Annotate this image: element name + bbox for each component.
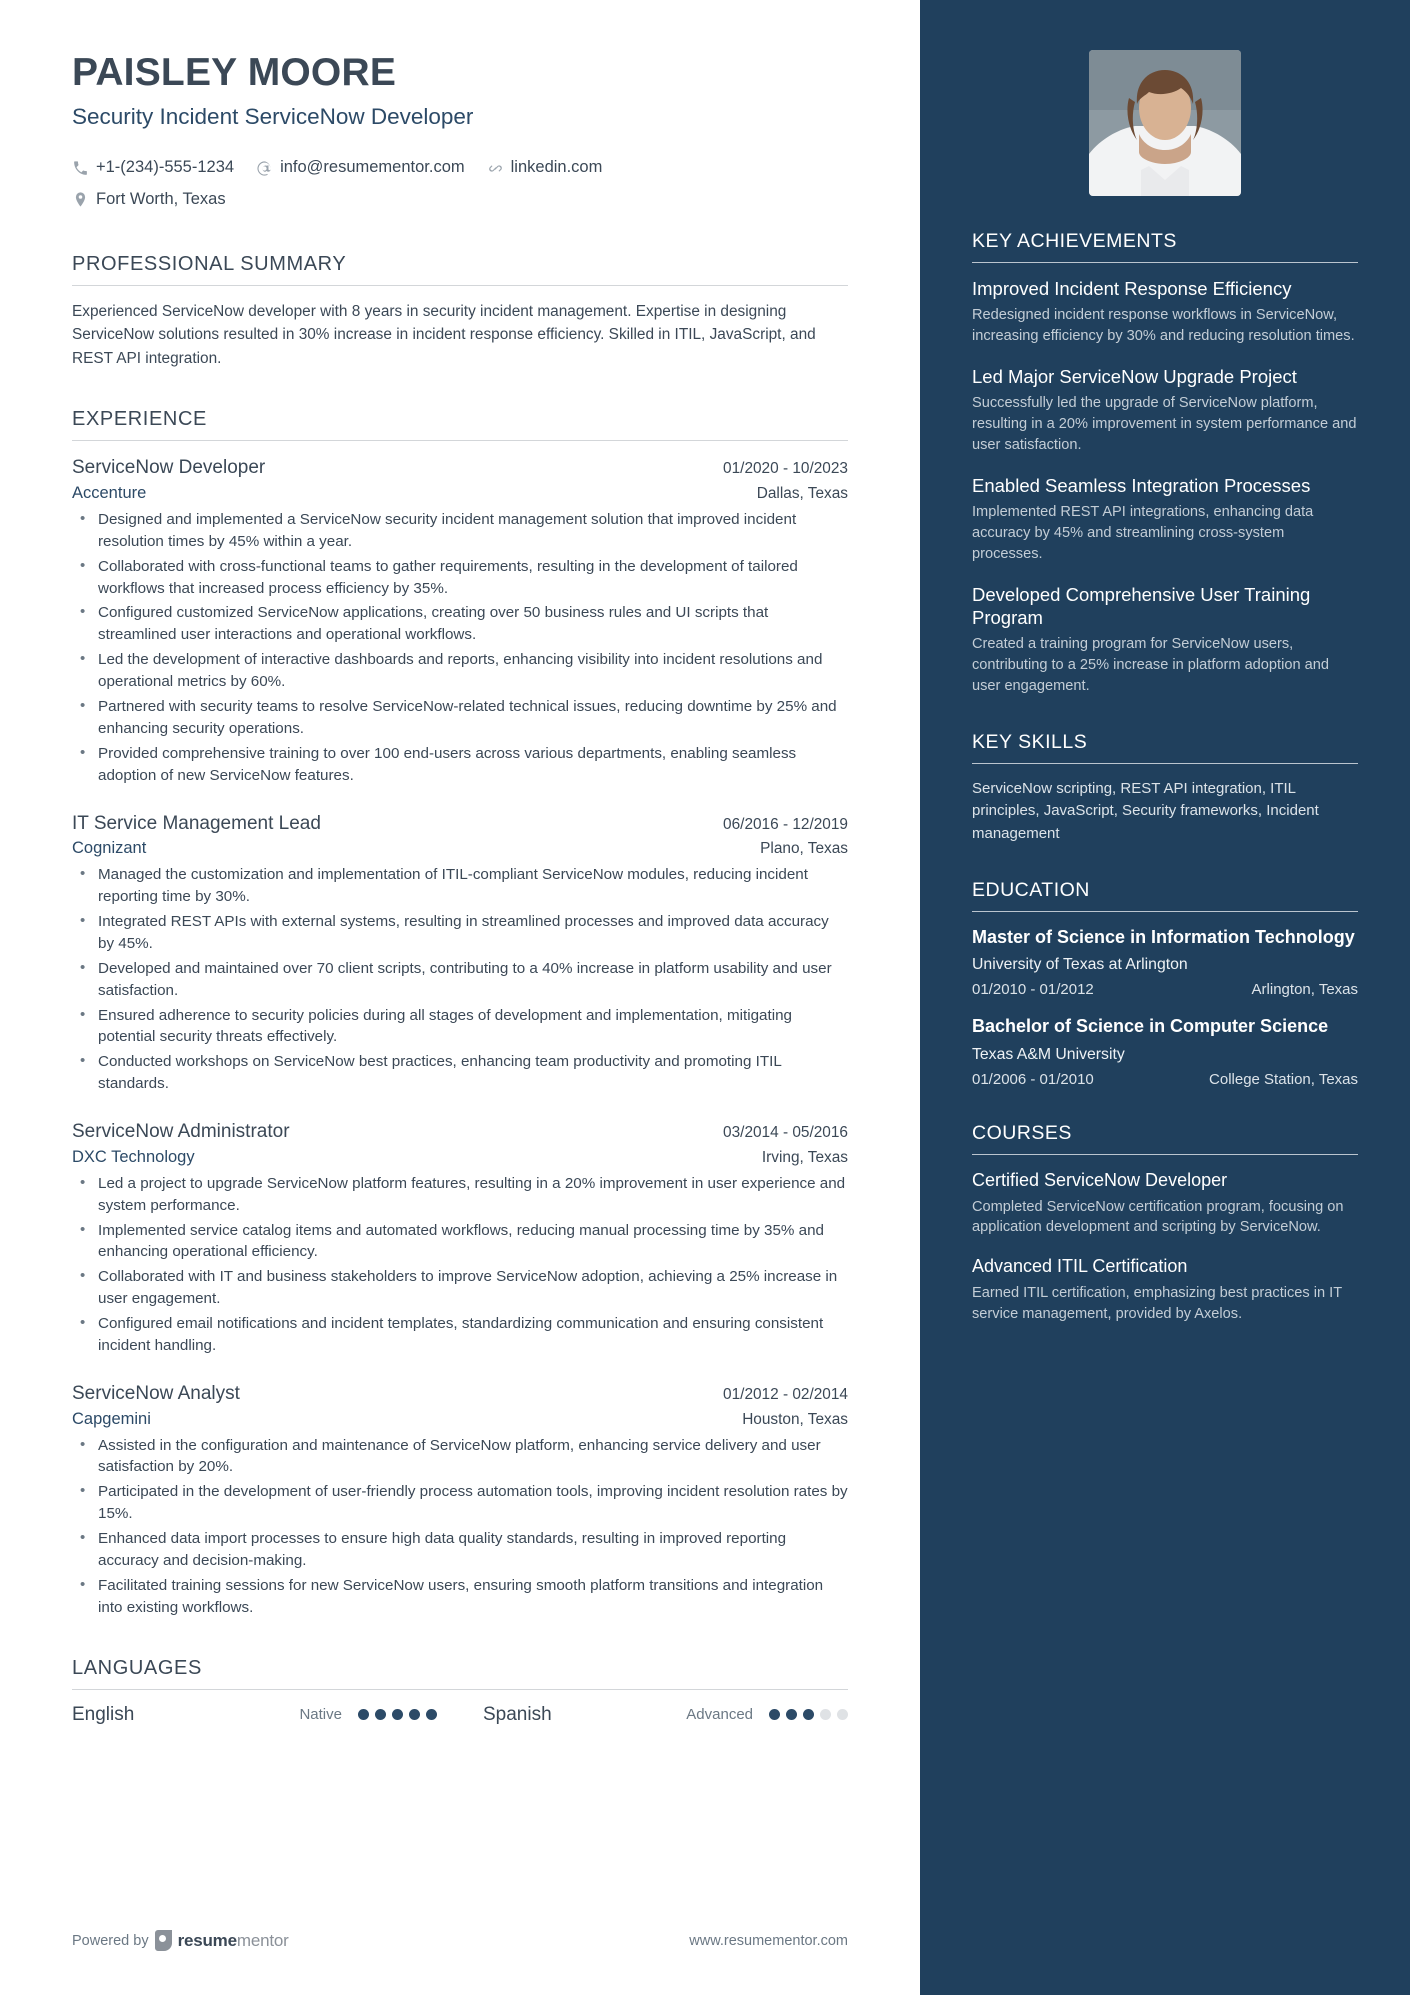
section-professional-summary	[72, 253, 848, 370]
brand-block	[72, 1930, 289, 1951]
divider	[972, 911, 1358, 912]
experience-subheader	[72, 839, 848, 858]
section-title-languages: LANGUAGES	[72, 1656, 202, 1679]
job-dates: 01/2020 - 10/2023	[723, 460, 848, 478]
rating-dot	[820, 1709, 831, 1720]
contact-link-text: linkedin.com	[510, 158, 603, 177]
education-dates: 01/2006 - 01/2010	[972, 1070, 1094, 1088]
contact-link[interactable]	[487, 152, 603, 183]
rating-dot	[786, 1709, 797, 1720]
skills-text: ServiceNow scripting, REST API integration, ITIL principles, JavaScript, Security frameworks, Incident management	[972, 779, 1319, 842]
courses-list	[972, 1169, 1358, 1326]
education-meta	[972, 1071, 1358, 1088]
job-location: Plano, Texas	[760, 840, 848, 858]
education-degree: Bachelor of Science in Computer Science	[972, 1016, 1329, 1037]
course-title: Advanced ITIL Certification	[972, 1256, 1188, 1277]
course-item	[972, 1255, 1358, 1325]
rating-dot	[803, 1709, 814, 1720]
job-bullet: • Conducted workshops on ServiceNow best practices, enhancing team productivity and promoting ITIL standards.	[72, 1051, 848, 1095]
job-company: Cognizant	[72, 839, 147, 858]
link-icon	[487, 160, 504, 177]
experience-header	[72, 455, 848, 481]
experience-header	[72, 1119, 848, 1145]
divider	[972, 763, 1358, 764]
experience-item	[72, 455, 848, 786]
section-courses	[972, 1122, 1358, 1326]
achievement-item	[972, 583, 1358, 697]
education-school: University of Texas at Arlington	[972, 956, 1188, 974]
brand-name-light: mentor	[236, 1930, 289, 1950]
achievements-list	[972, 277, 1358, 697]
contact-location	[72, 184, 848, 215]
divider	[72, 440, 848, 441]
email-icon	[256, 160, 273, 177]
experience-subheader	[72, 484, 848, 503]
course-item	[972, 1169, 1358, 1239]
education-location: College Station, Texas	[1209, 1070, 1358, 1088]
job-bullet: • Implemented service catalog items and automated workflows, reducing manual processing time by 35% and enhancing operational efficiency.	[72, 1220, 848, 1264]
languages-list	[72, 1704, 848, 1726]
job-bullet: • Collaborated with IT and business stakeholders to improve ServiceNow adoption, achieving a 25% increase in user engagement.	[72, 1266, 848, 1310]
language-level: Advanced	[686, 1706, 753, 1724]
section-key-skills	[972, 731, 1358, 846]
experience-item	[72, 1381, 848, 1619]
section-title-experience: EXPERIENCE	[72, 408, 207, 431]
rating-dot	[426, 1709, 437, 1720]
language-name: English	[72, 1703, 135, 1725]
language-rating-dots	[769, 1709, 848, 1720]
course-title: Certified ServiceNow Developer	[972, 1169, 1228, 1190]
achievement-title: Enabled Seamless Integration Processes	[972, 474, 1311, 496]
job-bullet-list	[72, 1435, 848, 1619]
achievement-description: Implemented REST API integrations, enhancing data accuracy by 45% and streamlining cross-system processes.	[972, 504, 1314, 562]
language-level: Native	[299, 1706, 342, 1724]
section-experience	[72, 408, 848, 1618]
job-bullet-list	[72, 864, 848, 1095]
contact-email[interactable]	[256, 152, 465, 183]
job-role: ServiceNow Analyst	[72, 1382, 240, 1404]
contact-email-text: info@resumementor.com	[280, 158, 465, 177]
job-bullet: • Designed and implemented a ServiceNow security incident management solution that improved incident resolution times by 45% within a year.	[72, 509, 848, 553]
section-title-education: EDUCATION	[972, 879, 1090, 902]
job-location: Houston, Texas	[742, 1410, 848, 1428]
job-dates: 01/2012 - 02/2014	[723, 1385, 848, 1403]
job-role: ServiceNow Developer	[72, 457, 266, 479]
course-description: Earned ITIL certification, emphasizing best practices in IT service management, provided by Axelos.	[972, 1285, 1342, 1323]
job-bullet: • Managed the customization and implementation of ITIL-compliant ServiceNow modules, reducing incident reporting time by 30%.	[72, 864, 848, 908]
job-location: Irving, Texas	[761, 1148, 848, 1166]
education-item	[972, 1015, 1358, 1087]
achievement-item	[972, 277, 1358, 347]
experience-list	[72, 455, 848, 1618]
experience-subheader	[72, 1148, 848, 1167]
job-bullet: • Assisted in the configuration and maintenance of ServiceNow platform, enhancing service delivery and user satisfaction by 20%.	[72, 1435, 848, 1479]
rating-dot	[837, 1709, 848, 1720]
powered-by-label: Powered by	[72, 1932, 149, 1949]
rating-dot	[769, 1709, 780, 1720]
job-role: ServiceNow Administrator	[72, 1121, 290, 1143]
section-title-summary: PROFESSIONAL SUMMARY	[72, 253, 347, 276]
job-bullet-list	[72, 509, 848, 787]
avatar-wrap	[972, 0, 1358, 196]
education-degree: Master of Science in Information Technology	[972, 927, 1355, 948]
rating-dot	[392, 1709, 403, 1720]
course-description: Completed ServiceNow certification program, focusing on application development and scripting by ServiceNow.	[972, 1198, 1344, 1236]
education-location: Arlington, Texas	[1251, 981, 1358, 999]
education-school: Texas A&M University	[972, 1045, 1125, 1063]
section-languages	[72, 1657, 848, 1726]
language-name: Spanish	[483, 1703, 552, 1725]
resumementor-logo-icon	[155, 1930, 172, 1951]
headline-job-title: Security Incident ServiceNow Developer	[72, 104, 474, 130]
rating-dot	[409, 1709, 420, 1720]
job-bullet: • Configured customized ServiceNow applications, creating over 50 business rules and UI scripts that streamlined user interactions and operational workflows.	[72, 602, 848, 646]
divider	[972, 262, 1358, 263]
experience-subheader	[72, 1410, 848, 1429]
brand-name-bold: resume	[177, 1930, 237, 1950]
job-company: Capgemini	[72, 1409, 151, 1428]
language-item	[72, 1704, 437, 1726]
job-location: Dallas, Texas	[756, 484, 848, 502]
footer-website: www.resumementor.com	[689, 1932, 848, 1949]
divider	[972, 1154, 1358, 1155]
brand-name	[178, 1931, 289, 1951]
job-bullet: • Provided comprehensive training to over 100 end-users across various departments, enabling seamless adoption of new ServiceNow features.	[72, 743, 848, 787]
experience-item	[72, 811, 848, 1096]
job-company: DXC Technology	[72, 1147, 195, 1166]
achievement-description: Redesigned incident response workflows in ServiceNow, increasing efficiency by 30% and reducing resolution times.	[972, 307, 1355, 345]
job-bullet: • Enhanced data import processes to ensure high data quality standards, resulting in improved reporting accuracy and decision-making.	[72, 1528, 848, 1572]
page-title: PAISLEY MOORE	[72, 51, 397, 94]
location-icon	[72, 191, 89, 208]
experience-item	[72, 1119, 848, 1357]
section-title-achievements: KEY ACHIEVEMENTS	[972, 230, 1177, 252]
achievement-item	[972, 474, 1358, 565]
avatar-portrait-icon	[1089, 50, 1241, 196]
job-bullet: • Led a project to upgrade ServiceNow platform features, resulting in a 20% improvement in user experience and system performance.	[72, 1173, 848, 1217]
summary-text: Experienced ServiceNow developer with 8 years in security incident management. Expertise in designing ServiceNow solutions resulted in 30% increase in incident response efficiency. Skilled in ITIL, JavaScript, and REST API integration.	[72, 303, 816, 367]
divider	[72, 1689, 848, 1690]
contact-row	[72, 152, 848, 215]
job-dates: 03/2014 - 05/2016	[723, 1124, 848, 1142]
divider	[72, 285, 848, 286]
education-dates: 01/2010 - 01/2012	[972, 981, 1094, 999]
job-bullet: • Developed and maintained over 70 client scripts, contributing to a 40% increase in platform usability and user satisfaction.	[72, 958, 848, 1002]
achievement-title: Developed Comprehensive User Training Program	[972, 583, 1311, 629]
achievement-title: Improved Incident Response Efficiency	[972, 278, 1292, 299]
sidebar	[920, 0, 1410, 1995]
rating-dot	[375, 1709, 386, 1720]
education-item	[972, 926, 1358, 998]
contact-phone-text: +1-(234)-555-1234	[96, 158, 235, 177]
achievement-title: Led Major ServiceNow Upgrade Project	[972, 366, 1297, 388]
job-company: Accenture	[72, 483, 147, 502]
job-bullet: • Led the development of interactive dashboards and reports, enhancing visibility into incident resolutions and operational metrics by 60%.	[72, 649, 848, 693]
section-title-courses: COURSES	[972, 1121, 1072, 1144]
footer	[72, 1930, 848, 1951]
job-dates: 06/2016 - 12/2019	[723, 815, 848, 833]
job-bullet: • Ensured adherence to security policies during all stages of development and implementation, mitigating potential security threats effectively.	[72, 1005, 848, 1049]
section-title-skills: KEY SKILLS	[972, 730, 1088, 753]
achievement-description: Created a training program for ServiceNow users, contributing to a 25% increase in platform adoption and user engagement.	[972, 636, 1329, 695]
job-bullet: • Participated in the development of user-friendly process automation tools, improving incident resolution rates by 15%.	[72, 1481, 848, 1525]
job-bullet: • Configured email notifications and incident templates, standardizing communication and ensuring consistent incident handling.	[72, 1313, 848, 1357]
job-bullet-list	[72, 1173, 848, 1357]
avatar	[1089, 50, 1241, 196]
education-list	[972, 926, 1358, 1087]
language-rating-dots	[358, 1709, 437, 1720]
job-bullet: • Partnered with security teams to resolve ServiceNow-related technical issues, reducing downtime by 25% and enhancing security operations.	[72, 696, 848, 740]
achievement-description: Successfully led the upgrade of ServiceNow platform, resulting in a 20% improvement in system performance and user satisfaction.	[972, 395, 1357, 454]
job-role: IT Service Management Lead	[72, 812, 321, 834]
experience-header	[72, 1381, 848, 1407]
language-item	[437, 1704, 848, 1726]
section-education	[972, 879, 1358, 1087]
job-bullet: • Integrated REST APIs with external systems, resulting in streamlined processes and improved data accuracy by 45%.	[72, 911, 848, 955]
section-key-achievements	[972, 230, 1358, 697]
contact-location-text: Fort Worth, Texas	[96, 189, 226, 208]
education-meta	[972, 981, 1358, 998]
contact-phone[interactable]	[72, 152, 234, 183]
rating-dot	[358, 1709, 369, 1720]
job-bullet: • Facilitated training sessions for new ServiceNow users, ensuring smooth platform transitions and integration into existing workflows.	[72, 1575, 848, 1619]
job-bullet: • Collaborated with cross-functional teams to gather requirements, resulting in the development of tailored workflows that increased process efficiency by 35%.	[72, 556, 848, 600]
experience-header	[72, 811, 848, 837]
achievement-item	[972, 365, 1358, 456]
phone-icon	[72, 160, 89, 177]
